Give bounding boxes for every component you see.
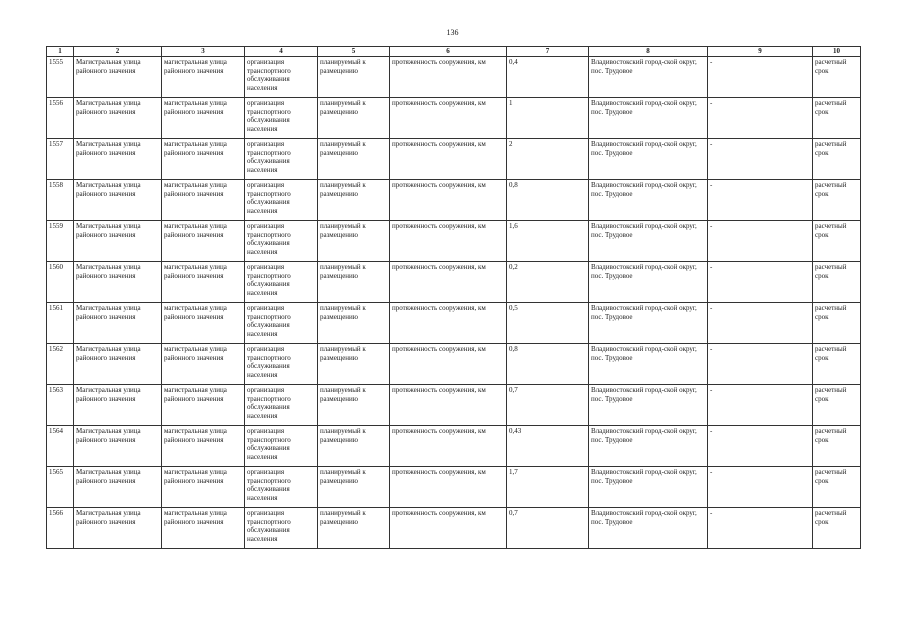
characteristic-value: 0,8 (507, 344, 589, 385)
location: Владивостокский город-ской округ, пос. Трудовое (589, 262, 708, 303)
column-header: 4 (245, 47, 318, 57)
implementation-term: расчетный срок (813, 98, 861, 139)
location: Владивостокский город-ской округ, пос. Трудовое (589, 57, 708, 98)
object-name: Магистральная улица районного значения (74, 57, 162, 98)
characteristic-value: 1,6 (507, 221, 589, 262)
row-number: 1557 (47, 139, 74, 180)
implementation-term: расчетный срок (813, 385, 861, 426)
zone: - (708, 344, 813, 385)
zone: - (708, 385, 813, 426)
object-type: магистральная улица районного значения (162, 180, 245, 221)
object-status: планируемый к размещению (318, 98, 390, 139)
characteristic-value: 0,7 (507, 508, 589, 549)
location: Владивостокский город-ской округ, пос. Трудовое (589, 98, 708, 139)
object-purpose: организация транспортного обслуживания населения (245, 426, 318, 467)
table-row (47, 426, 861, 467)
characteristic: протяженность сооружения, км (390, 303, 507, 344)
object-purpose: организация транспортного обслуживания населения (245, 57, 318, 98)
row-number: 1559 (47, 221, 74, 262)
object-status: планируемый к размещению (318, 57, 390, 98)
table-row (47, 180, 861, 221)
object-name: Магистральная улица районного значения (74, 139, 162, 180)
object-type: магистральная улица районного значения (162, 426, 245, 467)
page-number: 136 (446, 28, 459, 37)
characteristic: протяженность сооружения, км (390, 57, 507, 98)
object-purpose: организация транспортного обслуживания населения (245, 303, 318, 344)
implementation-term: расчетный срок (813, 303, 861, 344)
object-type: магистральная улица районного значения (162, 57, 245, 98)
table-row (47, 344, 861, 385)
object-status: планируемый к размещению (318, 467, 390, 508)
object-name: Магистральная улица районного значения (74, 467, 162, 508)
object-type: магистральная улица районного значения (162, 303, 245, 344)
object-purpose: организация транспортного обслуживания населения (245, 98, 318, 139)
characteristic-value: 0,8 (507, 180, 589, 221)
column-header: 9 (708, 47, 813, 57)
characteristic: протяженность сооружения, км (390, 221, 507, 262)
table-row (47, 467, 861, 508)
object-name: Магистральная улица районного значения (74, 303, 162, 344)
table-row (47, 262, 861, 303)
object-status: планируемый к размещению (318, 180, 390, 221)
zone: - (708, 467, 813, 508)
row-number: 1556 (47, 98, 74, 139)
row-number: 1562 (47, 344, 74, 385)
table-row (47, 98, 861, 139)
implementation-term: расчетный срок (813, 508, 861, 549)
zone: - (708, 303, 813, 344)
object-name: Магистральная улица районного значения (74, 262, 162, 303)
object-status: планируемый к размещению (318, 508, 390, 549)
characteristic: протяженность сооружения, км (390, 262, 507, 303)
object-purpose: организация транспортного обслуживания населения (245, 139, 318, 180)
location: Владивостокский город-ской округ, пос. Трудовое (589, 467, 708, 508)
characteristic-value: 0,5 (507, 303, 589, 344)
column-header: 3 (162, 47, 245, 57)
implementation-term: расчетный срок (813, 426, 861, 467)
column-header: 10 (813, 47, 861, 57)
object-status: планируемый к размещению (318, 221, 390, 262)
location: Владивостокский город-ской округ, пос. Трудовое (589, 385, 708, 426)
zone: - (708, 221, 813, 262)
object-name: Магистральная улица районного значения (74, 180, 162, 221)
zone: - (708, 139, 813, 180)
object-type: магистральная улица районного значения (162, 508, 245, 549)
characteristic: протяженность сооружения, км (390, 385, 507, 426)
implementation-term: расчетный срок (813, 262, 861, 303)
object-status: планируемый к размещению (318, 262, 390, 303)
object-name: Магистральная улица районного значения (74, 344, 162, 385)
characteristic: протяженность сооружения, км (390, 467, 507, 508)
characteristic-value: 1 (507, 98, 589, 139)
implementation-term: расчетный срок (813, 467, 861, 508)
column-header: 6 (390, 47, 507, 57)
row-number: 1558 (47, 180, 74, 221)
object-purpose: организация транспортного обслуживания населения (245, 508, 318, 549)
characteristic: протяженность сооружения, км (390, 180, 507, 221)
object-purpose: организация транспортного обслуживания населения (245, 467, 318, 508)
object-purpose: организация транспортного обслуживания населения (245, 221, 318, 262)
object-type: магистральная улица районного значения (162, 344, 245, 385)
characteristic-value: 0,7 (507, 385, 589, 426)
object-name: Магистральная улица районного значения (74, 221, 162, 262)
implementation-term: расчетный срок (813, 344, 861, 385)
object-type: магистральная улица районного значения (162, 385, 245, 426)
characteristic-value: 0,43 (507, 426, 589, 467)
table-row (47, 508, 861, 549)
object-name: Магистральная улица районного значения (74, 426, 162, 467)
characteristic-value: 1,7 (507, 467, 589, 508)
header-row (47, 47, 861, 57)
row-number: 1564 (47, 426, 74, 467)
zone: - (708, 180, 813, 221)
implementation-term: расчетный срок (813, 57, 861, 98)
zone: - (708, 508, 813, 549)
characteristic: протяженность сооружения, км (390, 426, 507, 467)
zone: - (708, 98, 813, 139)
characteristic: протяженность сооружения, км (390, 98, 507, 139)
object-type: магистральная улица районного значения (162, 139, 245, 180)
object-status: планируемый к размещению (318, 426, 390, 467)
object-status: планируемый к размещению (318, 344, 390, 385)
characteristic: протяженность сооружения, км (390, 508, 507, 549)
table-row (47, 303, 861, 344)
column-header: 5 (318, 47, 390, 57)
location: Владивостокский город-ской округ, пос. Трудовое (589, 139, 708, 180)
implementation-term: расчетный срок (813, 180, 861, 221)
object-purpose: организация транспортного обслуживания населения (245, 180, 318, 221)
location: Владивостокский город-ской округ, пос. Трудовое (589, 221, 708, 262)
location: Владивостокский город-ской округ, пос. Трудовое (589, 426, 708, 467)
row-number: 1555 (47, 57, 74, 98)
table-row (47, 221, 861, 262)
zone: - (708, 426, 813, 467)
row-number: 1560 (47, 262, 74, 303)
row-number: 1561 (47, 303, 74, 344)
column-header: 7 (507, 47, 589, 57)
object-status: планируемый к размещению (318, 303, 390, 344)
zone: - (708, 262, 813, 303)
characteristic: протяженность сооружения, км (390, 344, 507, 385)
location: Владивостокский город-ской округ, пос. Трудовое (589, 303, 708, 344)
location: Владивостокский город-ской округ, пос. Трудовое (589, 180, 708, 221)
row-number: 1566 (47, 508, 74, 549)
data-table (46, 46, 861, 549)
object-type: магистральная улица районного значения (162, 98, 245, 139)
object-status: планируемый к размещению (318, 385, 390, 426)
column-header: 1 (47, 47, 74, 57)
object-type: магистральная улица районного значения (162, 221, 245, 262)
column-header: 2 (74, 47, 162, 57)
table-body (47, 57, 861, 549)
zone: - (708, 57, 813, 98)
characteristic-value: 2 (507, 139, 589, 180)
implementation-term: расчетный срок (813, 221, 861, 262)
object-type: магистральная улица районного значения (162, 262, 245, 303)
object-name: Магистральная улица районного значения (74, 98, 162, 139)
location: Владивостокский город-ской округ, пос. Трудовое (589, 344, 708, 385)
object-purpose: организация транспортного обслуживания населения (245, 344, 318, 385)
object-name: Магистральная улица районного значения (74, 385, 162, 426)
implementation-term: расчетный срок (813, 139, 861, 180)
column-header: 8 (589, 47, 708, 57)
row-number: 1563 (47, 385, 74, 426)
object-purpose: организация транспортного обслуживания населения (245, 385, 318, 426)
object-name: Магистральная улица районного значения (74, 508, 162, 549)
characteristic-value: 0,2 (507, 262, 589, 303)
table-row (47, 385, 861, 426)
characteristic: протяженность сооружения, км (390, 139, 507, 180)
object-type: магистральная улица районного значения (162, 467, 245, 508)
table-row (47, 57, 861, 98)
object-status: планируемый к размещению (318, 139, 390, 180)
row-number: 1565 (47, 467, 74, 508)
characteristic-value: 0,4 (507, 57, 589, 98)
table-row (47, 139, 861, 180)
location: Владивостокский город-ской округ, пос. Трудовое (589, 508, 708, 549)
object-purpose: организация транспортного обслуживания населения (245, 262, 318, 303)
